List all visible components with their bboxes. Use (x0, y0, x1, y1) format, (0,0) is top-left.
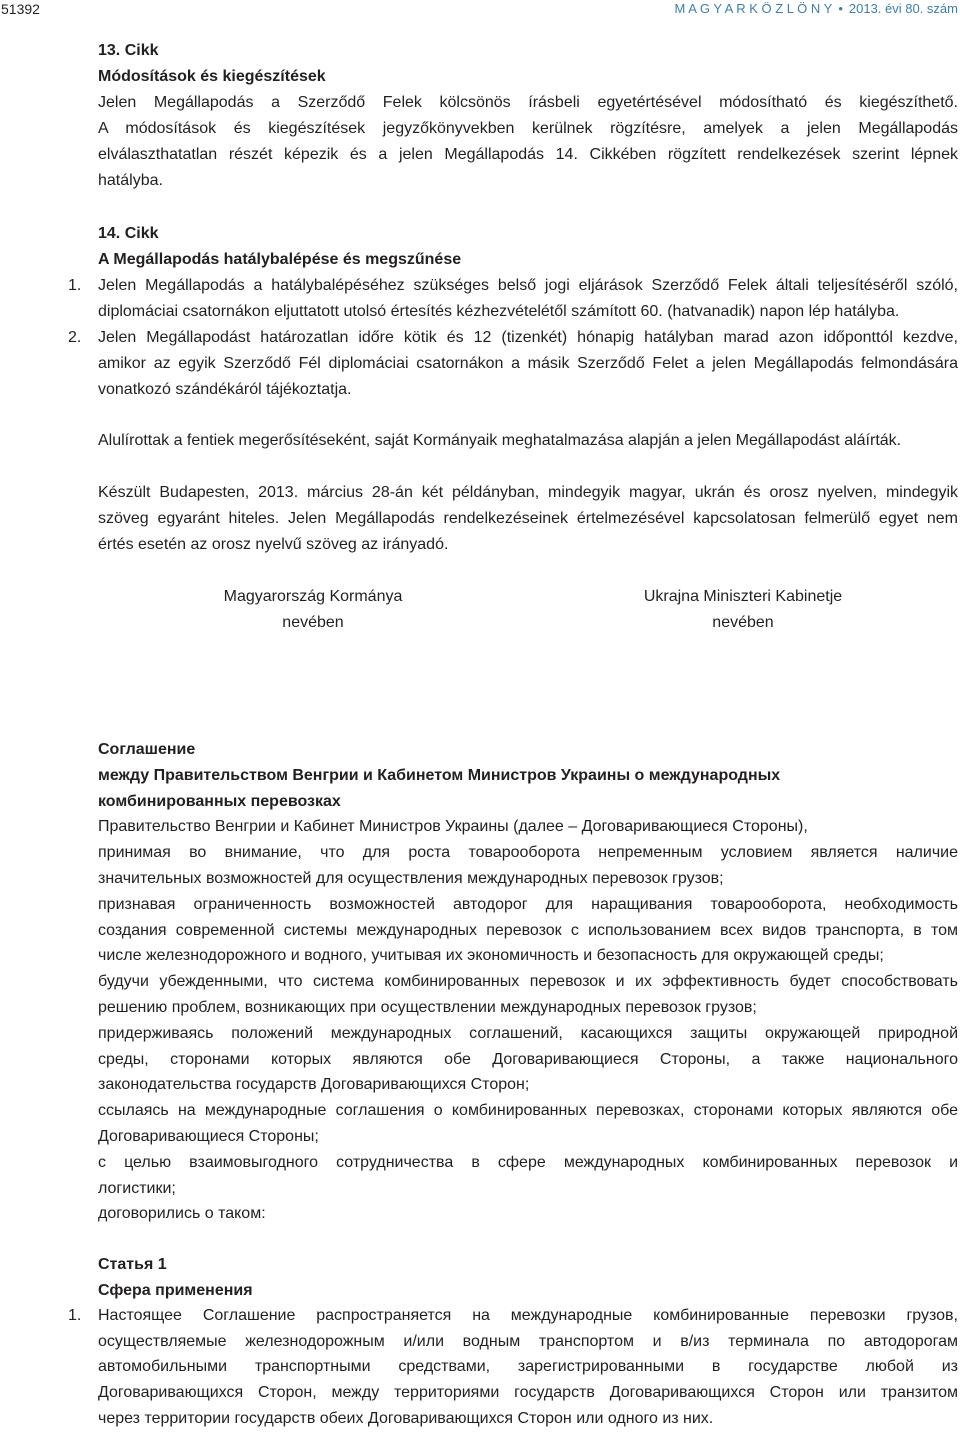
preamble-line: Договаривающиеся Стороны; (98, 1127, 319, 1145)
article-number: 13. Cikk (98, 42, 159, 59)
numbered-paragraph (68, 325, 958, 403)
header-separator: • (838, 1, 843, 16)
signatory-capacity: nevében (712, 614, 774, 631)
preamble-line: придерживаясь положений международных соглашений, касающихся защиты окружающей природной (98, 1024, 958, 1042)
paragraph-line: szöveg egyaránt hiteles. Jelen Megállapodás rendelkezéseinek értelmezésével kapcsolatosan felmerülő egyet nem (98, 510, 958, 527)
article-title: Módosítások és kiegészítések (98, 68, 326, 85)
done-at-clause (98, 480, 958, 558)
paragraph-line: Jelen Megállapodást határozatlan időre kötik és 12 (tizenkét) hónapig hatályban marad azon időponttól kezdve, (98, 329, 958, 346)
paragraph-line: Настоящее Соглашение распространяется на международные комбинированные перевозки грузов, (98, 1307, 958, 1325)
signatory-name: Ukrajna Miniszteri Kabinetje (643, 588, 843, 605)
running-header (675, 1, 958, 17)
preamble-line: с целью взаимовыгодного сотрудничества в сфере международных комбинированных перевозок и (98, 1153, 958, 1171)
paragraph-number: 2. (68, 329, 82, 346)
article-title: A Megállapodás hatálybalépése és megszűnése (98, 251, 462, 268)
paragraph-line: автомобильными транспортными средствами, зарегистрированными в государстве любой из (98, 1358, 958, 1376)
signature-block-hungary (163, 584, 463, 636)
paragraph-line: elválaszthatatlan részét képezik és a jelen Megállapodás 14. Cikkében rögzített rendelkezések szerint lépnek (98, 146, 958, 163)
preamble-line: будучи убежденными, что система комбинированных перевозок и их эффективность будет способствовать (98, 973, 958, 991)
article-title: Сфера применения (98, 1281, 253, 1299)
numbered-paragraph (68, 1303, 958, 1431)
preamble-line: принимая во внимание, что для роста товарооборота непременным условием является наличие (98, 844, 958, 862)
preamble-line: признавая ограниченность возможностей автодорог для наращивания товарооборота, необходимость (98, 895, 958, 913)
signatory-capacity: nevében (282, 614, 344, 631)
preamble-line: договорились о таком: (98, 1205, 266, 1223)
agreement-title: комбинированных перевозках (98, 792, 341, 810)
preamble-line: среды, сторонами которых являются обе Договаривающиеся Стороны, а также национального (98, 1050, 958, 1068)
paragraph-line: diplomáciai csatornákon eljuttatott utolsó értesítés kézhezvételétől számított 60. (hatvanadik) napon lép hatályba. (98, 303, 900, 320)
numbered-paragraph (68, 273, 958, 325)
agreement-title: между Правительством Венгрии и Кабинетом Министров Украины о международных (98, 766, 781, 784)
preamble-line: ссылаясь на международные соглашения о комбинированных перевозках, сторонами которых являются обе (98, 1102, 958, 1120)
russian-agreement-intro (98, 737, 958, 1227)
paragraph-line: Договаривающихся Сторон, между территориями государств Договаривающихся Сторон или транзитом (98, 1383, 958, 1401)
paragraph-line: Jelen Megállapodás a hatálybalépéséhez szükséges belső jogi eljárások Szerződő Felek általi teljesítéséről szóló, (98, 277, 958, 294)
paragraph-line: A módosítások és kiegészítések jegyzőkönyvekben kerülnek rögzítésre, amelyek a jelen Megállapodás (98, 120, 958, 137)
preamble-line: решению проблем, возникающих при осуществлении международных перевозок грузов; (98, 998, 757, 1016)
paragraph-line: через территории государств обеих Договаривающихся Сторон или одного из них. (98, 1409, 714, 1427)
signature-block-ukraine (593, 584, 893, 636)
article-13 (98, 38, 958, 194)
journal-title: M A G Y A R K Ö Z L Ö N Y (674, 1, 833, 16)
paragraph-line: Alulírottak a fentiek megerősítéseként, saját Kormányaik meghatalmazása alapján a jelen Megállapodást aláírták. (98, 432, 902, 449)
russian-article-1 (68, 1252, 958, 1431)
agreement-title: Соглашение (98, 741, 196, 758)
page-number: 51392 (1, 1, 40, 17)
article-number: 14. Cikk (98, 225, 159, 242)
closing-statement (98, 428, 958, 454)
signatory-name: Magyarország Kormánya (223, 588, 403, 605)
paragraph-line: Jelen Megállapodás a Szerződő Felek kölcsönös írásbeli egyetértésével módosítható és kiegészíthető. (98, 94, 958, 111)
paragraph-line: осуществляемые железнодорожным и/или водным транспортом и в/из терминала по автодорогам (98, 1332, 958, 1350)
paragraph-line: amikor az egyik Szerződő Fél diplomáciai csatornákon a másik Szerződő Felet a jelen Megállapodás felmondására (98, 355, 958, 372)
paragraph-line: Készült Budapesten, 2013. március 28-án két példányban, mindegyik magyar, ukrán és orosz nyelven, mindegyik (98, 484, 958, 501)
paragraph-line: vonatkozó szándékáról tájékoztatja. (98, 381, 352, 398)
paragraph-line: értés esetén az orosz nyelvű szöveg az irányadó. (98, 536, 449, 553)
preamble-line: создания современной системы международных перевозок с использованием всех видов транспорта, в том (98, 921, 958, 939)
preamble-line: логистики; (98, 1179, 176, 1197)
article-14 (68, 221, 958, 403)
preamble-line: законодательства государств Договаривающихся Сторон; (98, 1076, 530, 1094)
preamble-line: числе железнодорожного и водного, учитывая их экономичность и безопасность для окружающей среды; (98, 947, 884, 965)
preamble-line: значительных возможностей для осуществления международных перевозок грузов; (98, 869, 724, 887)
paragraph-line: hatályba. (98, 172, 163, 189)
issue-label: 2013. évi 80. szám (848, 1, 958, 16)
preamble-line: Правительство Венгрии и Кабинет Министров Украины (далее – Договаривающиеся Стороны), (98, 818, 808, 836)
article-number: Статья 1 (98, 1256, 167, 1273)
paragraph-number: 1. (68, 1307, 82, 1325)
paragraph-number: 1. (68, 277, 82, 294)
